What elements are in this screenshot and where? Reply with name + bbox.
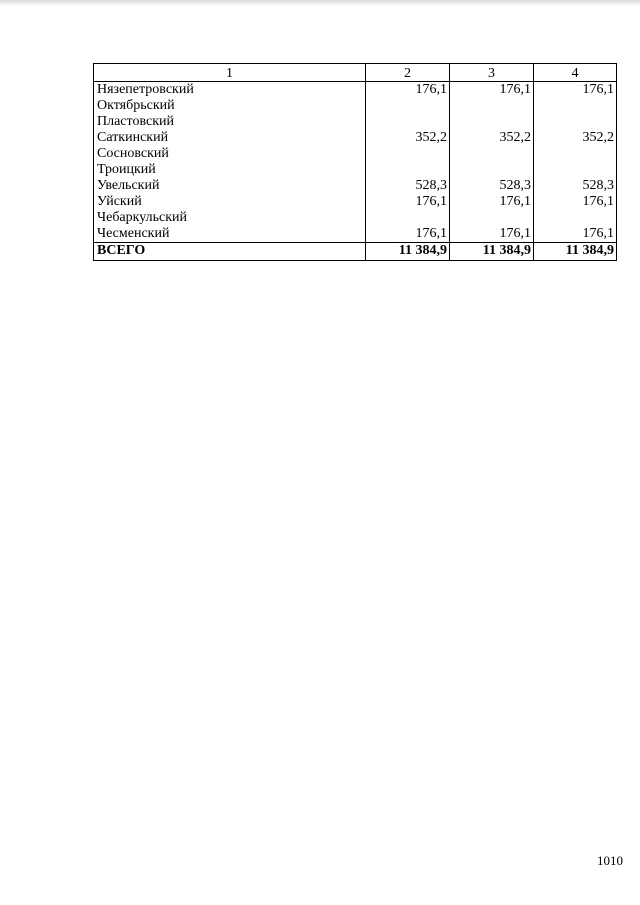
table-row	[94, 162, 617, 178]
value-col-2	[366, 210, 450, 226]
value-col-4	[534, 98, 617, 114]
value-col-2	[366, 162, 450, 178]
district-name: Сосновский	[94, 146, 366, 162]
district-name: Октябрьский	[94, 98, 366, 114]
table-row	[94, 82, 617, 99]
district-name: Троицкий	[94, 162, 366, 178]
value-col-3	[450, 114, 534, 130]
total-label: ВСЕГО	[94, 243, 366, 261]
table-row	[94, 98, 617, 114]
page-number: 1010	[597, 853, 623, 868]
value-col-2: 176,1	[366, 226, 450, 243]
value-col-3	[450, 98, 534, 114]
value-col-4: 352,2	[534, 130, 617, 146]
district-name: Уйский	[94, 194, 366, 210]
header-row	[94, 64, 617, 82]
table-row	[94, 226, 617, 243]
value-col-4: 528,3	[534, 178, 617, 194]
value-col-4: 176,1	[534, 82, 617, 99]
value-col-2	[366, 146, 450, 162]
scan-top-edge	[0, 0, 640, 6]
value-col-3	[450, 210, 534, 226]
district-name: Чесменский	[94, 226, 366, 243]
value-col-4	[534, 146, 617, 162]
table-row	[94, 146, 617, 162]
value-col-2: 176,1	[366, 194, 450, 210]
data-table	[93, 63, 617, 261]
total-col-4: 11 384,9	[534, 243, 617, 261]
column-header-2: 2	[366, 64, 450, 82]
district-name: Пластовский	[94, 114, 366, 130]
column-header-1: 1	[94, 64, 366, 82]
table-row	[94, 210, 617, 226]
value-col-3	[450, 162, 534, 178]
value-col-3: 176,1	[450, 226, 534, 243]
district-name: Чебаркульский	[94, 210, 366, 226]
total-row	[94, 243, 617, 261]
table-row	[94, 130, 617, 146]
district-name: Саткинский	[94, 130, 366, 146]
district-name: Нязепетровский	[94, 82, 366, 99]
total-col-3: 11 384,9	[450, 243, 534, 261]
value-col-3: 176,1	[450, 82, 534, 99]
value-col-3: 176,1	[450, 194, 534, 210]
value-col-2: 528,3	[366, 178, 450, 194]
column-header-3: 3	[450, 64, 534, 82]
district-name: Увельский	[94, 178, 366, 194]
value-col-2: 176,1	[366, 82, 450, 99]
value-col-2	[366, 114, 450, 130]
value-col-4: 176,1	[534, 194, 617, 210]
table-row	[94, 178, 617, 194]
value-col-3	[450, 146, 534, 162]
value-col-2	[366, 98, 450, 114]
total-col-2: 11 384,9	[366, 243, 450, 261]
value-col-2: 352,2	[366, 130, 450, 146]
value-col-4: 176,1	[534, 226, 617, 243]
table-row	[94, 194, 617, 210]
table-row	[94, 114, 617, 130]
value-col-3: 352,2	[450, 130, 534, 146]
value-col-4	[534, 210, 617, 226]
value-col-4	[534, 162, 617, 178]
column-header-4: 4	[534, 64, 617, 82]
value-col-3: 528,3	[450, 178, 534, 194]
value-col-4	[534, 114, 617, 130]
